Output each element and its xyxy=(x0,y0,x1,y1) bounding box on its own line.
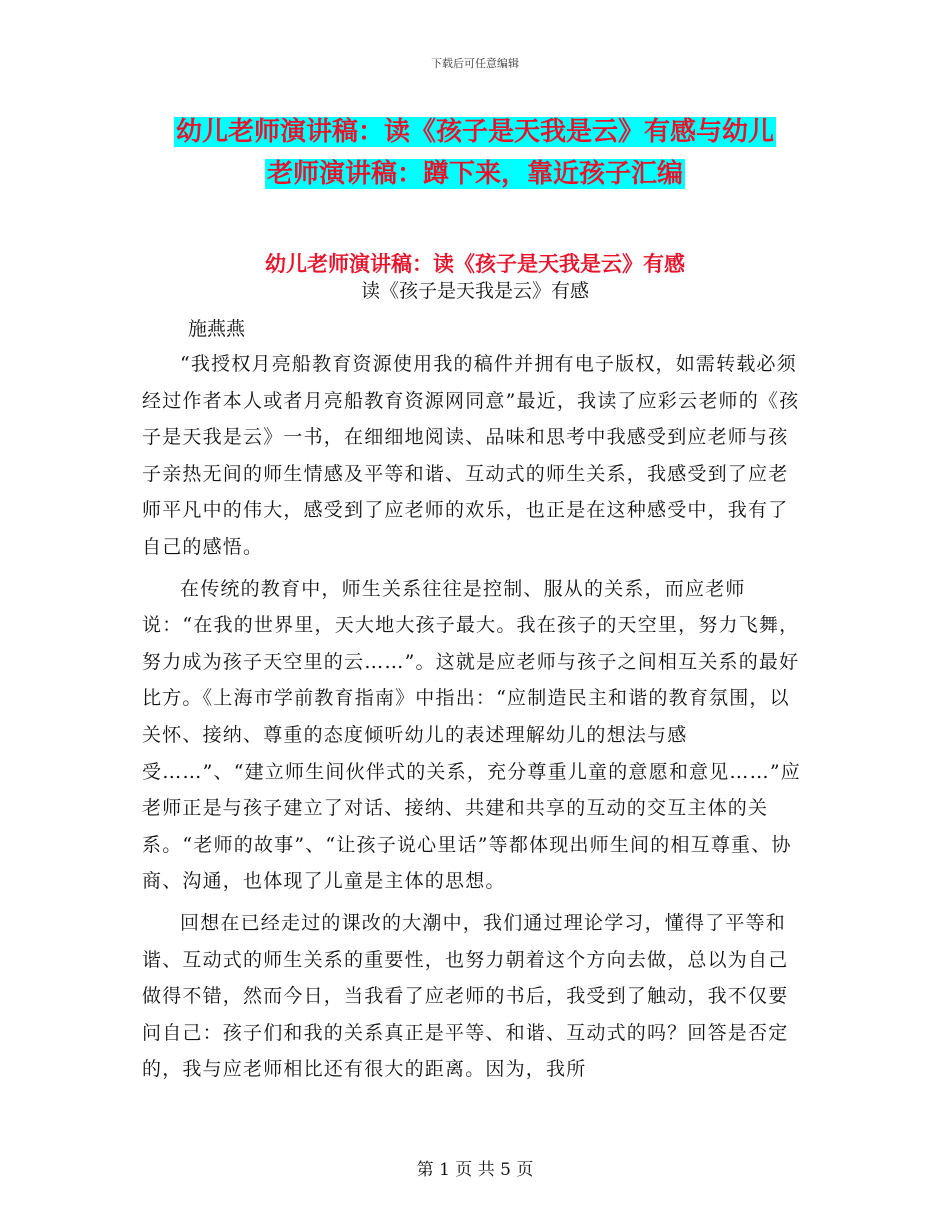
paragraph-2: 在传统的教育中，师生关系往往是控制、服从的关系，而应老师说：“在我的世界里，天大地大孩子最大。我在孩子的天空里，努力飞舞，努力成为孩子天空里的云……”。这就是应老师与孩子之间相互关系的最好比方。《上海市学前教育指南》中指出：“应制造民主和谐的教育氛围，以关怀、接纳、尊重的态度倾听幼儿的表述理解幼儿的想法与感受……”、“建立师生间伙伴式的关系，充分尊重儿童的意愿和意见……”应老师正是与孩子建立了对话、接纳、共建和共享的互动的交互主体的关系。“老师的故事”、“让孩子说心里话”等都体现出师生间的相互尊重、协商、沟通，也体现了儿童是主体的思想。 xyxy=(142,577,801,893)
main-title-line-1 xyxy=(0,110,950,154)
page-footer: 第 1 页 共 5 页 xyxy=(416,1160,534,1180)
paragraph-3: 回想在已经走过的课改的大潮中，我们通过理论学习，懂得了平等和谐、互动式的师生关系的重要性，也努力朝着这个方向去做，总以为自己做得不错，然而今日，当我看了应老师的书后，我受到了触动，我不仅要问自己：孩子们和我的关系真正是平等、和谐、互动式的吗？回答是否定的，我与应老师相比还有很大的距离。因为，我所 xyxy=(142,911,789,1081)
author-name: 施燕燕 xyxy=(188,318,246,340)
article-body xyxy=(142,346,802,1093)
page-header-note: 下载后可任意编辑 xyxy=(431,57,519,70)
paragraph-1: “我授权月亮船教育资源使用我的稿件并拥有电子版权，如需转载必须经过作者本人或者月亮船教育资源网同意”最近，我读了应彩云老师的《孩子是天我是云》一书，在细细地阅读、品味和思考中我感受到应老师与孩子亲热无间的师生情感及平等和谐、互动式的师生关系，我感受到了应老师平凡中的伟大，感受到了应老师的欢乐，也正是在这种感受中，我有了自己的感悟。 xyxy=(142,353,800,558)
sub-title: 读《孩子是天我是云》有感 xyxy=(360,280,589,302)
main-title-text-2: 老师演讲稿：蹲下来，靠近孩子汇编 xyxy=(266,159,683,189)
section-title: 幼儿老师演讲稿：读《孩子是天我是云》有感 xyxy=(265,252,685,276)
main-title-text-1: 幼儿老师演讲稿：读《孩子是天我是云》有感与幼儿 xyxy=(175,117,774,147)
main-title-line-2 xyxy=(0,152,950,196)
